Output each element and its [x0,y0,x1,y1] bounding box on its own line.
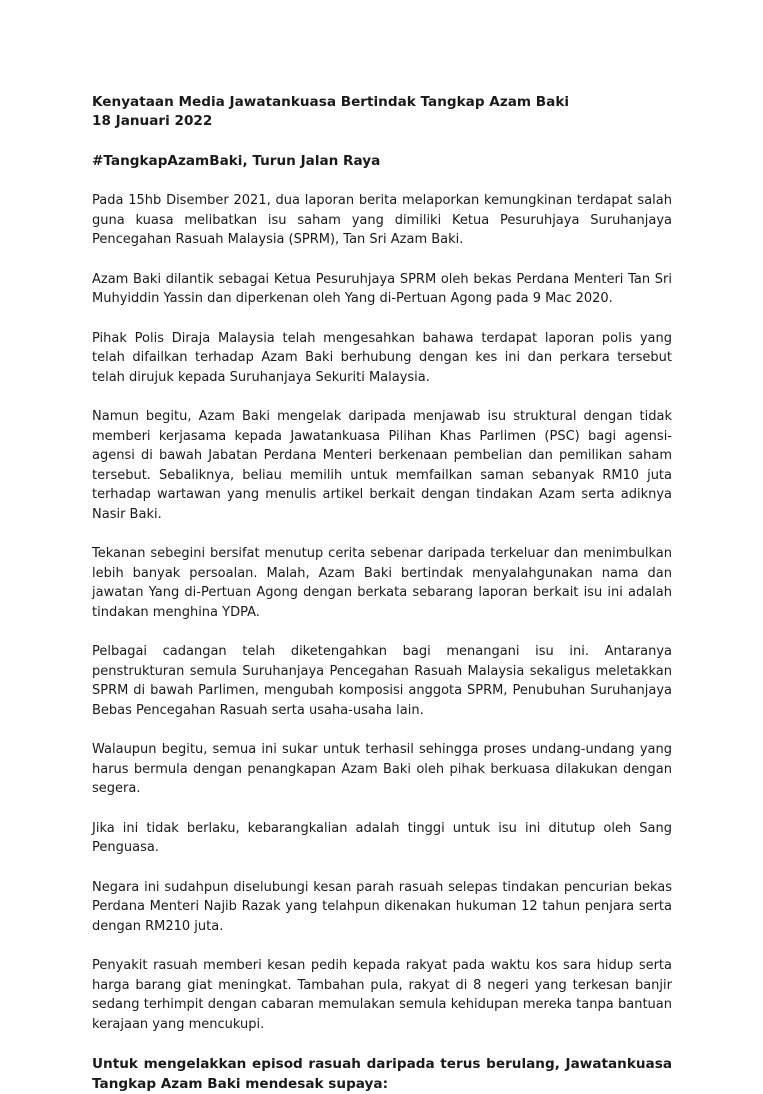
paragraph-2: Azam Baki dilantik sebagai Ketua Pesuruhjaya SPRM oleh bekas Perdana Menteri Tan Sri Muhyiddin Yassin dan diperkenan oleh Yang di-Pertuan Agong pada 9 Mac 2020. [92,271,672,306]
paragraph-3: Pihak Polis Diraja Malaysia telah mengesahkan bahawa terdapat laporan polis yang telah difailkan terhadap Azam Baki berhubung dengan kes ini dan perkara tersebut telah dirujuk kepada Suruhanjaya Sekuriti Malaysia. [92,330,672,385]
paragraph-9: Negara ini sudahpun diselubungi kesan parah rasuah selepas tindakan pencurian bekas Perdana Menteri Najib Razak yang telahpun dikenakan hukuman 12 tahun penjara serta dengan RM210 juta. [92,879,672,934]
press-release-page [92,93,672,1094]
document-heading: Kenyataan Media Jawatankuasa Bertindak Tangkap Azam Baki [92,94,570,110]
document-date: 18 Januari 2022 [92,113,213,129]
closing-demand: Untuk mengelakkan episod rasuah daripada terus berulang, Jawatankuasa Tangkap Azam Baki mendesak supaya: [92,1056,672,1092]
paragraph-10: Penyakit rasuah memberi kesan pedih kepada rakyat pada waktu kos sara hidup serta harga barang giat meningkat. Tambahan pula, rakyat di 8 negeri yang terkesan banjir sedang terhimpit dengan cabaran memulakan semula kehidupan mereka tanpa bantuan kerajaan yang mencukupi. [92,958,672,1032]
paragraph-1: Pada 15hb Disember 2021, dua laporan berita melaporkan kemungkinan terdapat salah guna kuasa melibatkan isu saham yang dimiliki Ketua Pesuruhjaya Suruhanjaya Pencegahan Rasuah Malaysia (SPRM), Tan Sri Azam Baki. [92,193,672,247]
paragraph-5: Tekanan sebegini bersifat menutup cerita sebenar daripada terkeluar dan menimbulkan lebih banyak persoalan. Malah, Azam Baki bertindak menyalahgunakan nama dan jawatan Yang di-Pertuan Agong dengan berkata sebarang laporan berkait isu ini adalah tindakan menghina YDPA. [92,546,672,620]
paragraph-6: Pelbagai cadangan telah diketengahkan bagi menangani isu ini. Antaranya penstrukturan semula Suruhanjaya Pencegahan Rasuah Malaysia sekaligus meletakkan SPRM di bawah Parlimen, mengubah komposisi anggota SPRM, Penubuhan Suruhanjaya Bebas Pencegahan Rasuah serta usaha-usaha lain. [92,644,672,718]
document-title: #TangkapAzamBaki, Turun Jalan Raya [92,153,381,169]
paragraph-8: Jika ini tidak berlaku, kebarangkalian adalah tinggi untuk isu ini ditutup oleh Sang Penguasa. [92,820,672,855]
paragraph-4: Namun begitu, Azam Baki mengelak daripada menjawab isu struktural dengan tidak memberi kerjasama kepada Jawatankuasa Pilihan Khas Parlimen (PSC) bagi agensi-agensi di bawah Jabatan Perdana Menteri berkenaan pembelian dan pemilikan saham tersebut. Sebaliknya, beliau memilih untuk memfailkan saman sebanyak RM10 juta terhadap wartawan yang menulis artikel berkait dengan tindakan Azam serta adiknya Nasir Baki. [92,409,672,522]
paragraph-7: Walaupun begitu, semua ini sukar untuk terhasil sehingga proses undang-undang yang harus bermula dengan penangkapan Azam Baki oleh pihak berkuasa dilakukan dengan segera. [92,742,672,796]
